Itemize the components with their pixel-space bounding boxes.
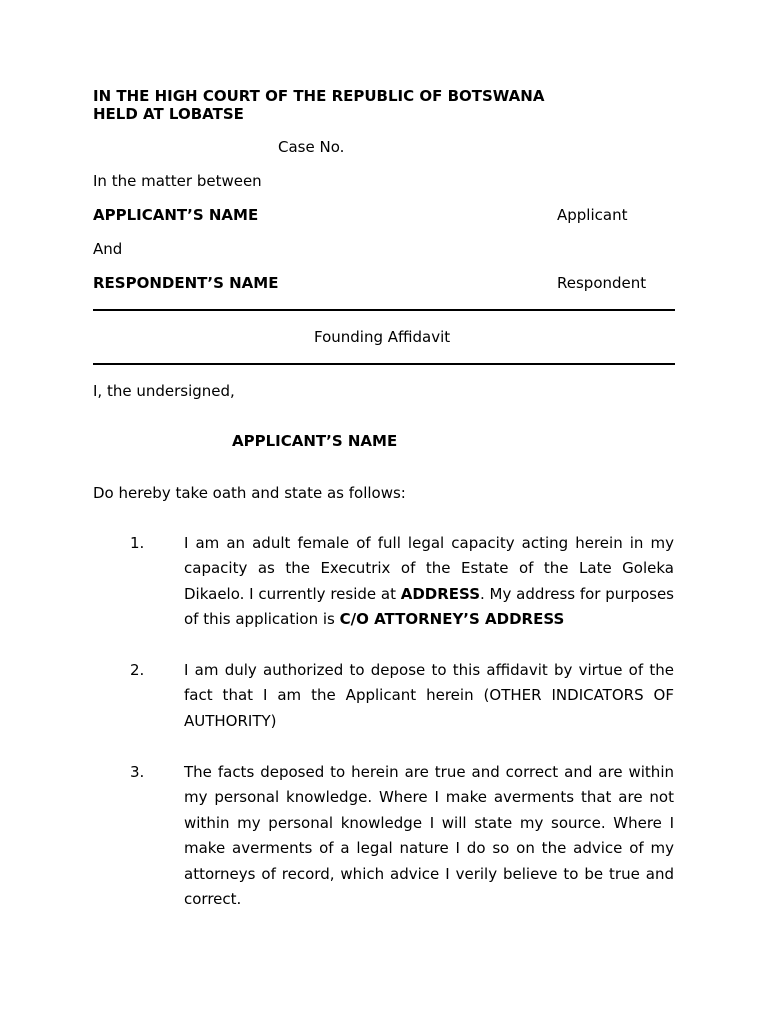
attorney-address-placeholder: C/O ATTORNEY’S ADDRESS (339, 610, 565, 629)
paragraph-number: 3. (130, 763, 145, 781)
title-rule-top (93, 309, 675, 311)
and-conjunction: And (93, 240, 123, 258)
oath-statement: Do hereby take oath and state as follows: (93, 484, 406, 502)
document-title: Founding Affidavit (314, 328, 451, 346)
paragraph-text: I am duly authorized to depose to this affidavit by virtue of the fact that I am the Applicant herein (OTHER INDICATORS OF AUTHORITY) (184, 661, 674, 730)
paragraph-number: 1. (130, 534, 145, 552)
title-rule-bottom (93, 363, 675, 365)
deponent-name: APPLICANT’S NAME (232, 432, 398, 450)
paragraph-text (184, 531, 674, 633)
paragraph-number: 2. (130, 661, 145, 679)
matter-intro: In the matter between (93, 172, 262, 190)
paragraph-text-part: . My address for purposes of this application is (184, 584, 675, 629)
case-number-label: Case No. (278, 138, 345, 156)
court-location: HELD AT LOBATSE (93, 105, 244, 123)
paragraph-text: The facts deposed to herein are true and correct and are within my personal knowledge. Where I make averments that are not within my personal knowledge I will state my source. Where I make averments of a legal nature I do so on the advice of my attorneys of record, which advice I verily believe to be true and correct. (184, 763, 674, 909)
applicant-role: Applicant (557, 206, 628, 224)
court-heading (93, 87, 544, 123)
deponent-intro: I, the undersigned, (93, 382, 235, 400)
address-placeholder: ADDRESS (400, 584, 480, 603)
paragraph-text-part: I am an adult female of full legal capacity acting herein in my capacity as the Executrix of the Estate of the Late Goleka Dikaelo. I currently reside at (184, 534, 674, 603)
court-name: IN THE HIGH COURT OF THE REPUBLIC OF BOTSWANA (93, 87, 545, 105)
respondent-role: Respondent (557, 274, 647, 292)
applicant-name: APPLICANT’S NAME (93, 206, 259, 224)
respondent-name: RESPONDENT’S NAME (93, 274, 279, 292)
